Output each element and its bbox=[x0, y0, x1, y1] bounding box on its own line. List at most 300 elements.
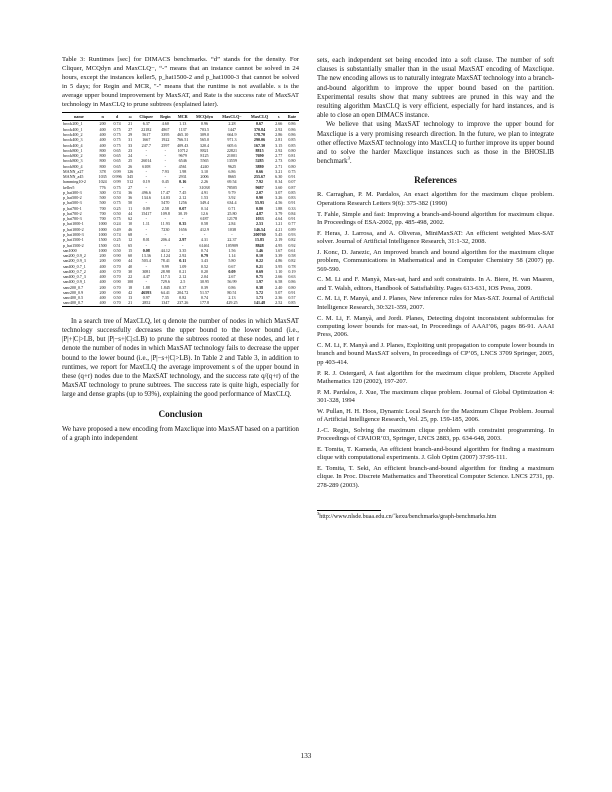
table-cell: 30.95 bbox=[199, 279, 210, 285]
instance-name-cell: brock400_1 bbox=[63, 126, 83, 132]
table-cell: 429.25 bbox=[217, 300, 246, 306]
table-cell: 0.85 bbox=[288, 142, 296, 148]
reference-item: J.-C. Regin, Solving the maximum clique problem with constraint programming. In Proceedings of CPAIOR’03, Springer, LNCS 2883, pp. 634-648, 2003. bbox=[317, 426, 554, 443]
table-cell: 69.54 bbox=[227, 179, 237, 185]
table-cell: 10712 bbox=[177, 147, 188, 153]
table-cell: 1.124 bbox=[160, 253, 170, 259]
table-cell: 46 bbox=[128, 226, 133, 232]
instance-name-cell: brock800_3 bbox=[63, 158, 83, 164]
table-cell: - bbox=[203, 232, 206, 238]
table-cell: 4240 bbox=[200, 163, 209, 169]
table-cell: 0.35 bbox=[179, 221, 187, 227]
instance-name-cell: p_hat700-2 bbox=[63, 210, 82, 216]
table-cell: 0.74 bbox=[200, 295, 209, 301]
table-cell: 31 bbox=[128, 137, 133, 143]
table-cell: 1000 bbox=[98, 221, 107, 227]
table-cell: 2.66 bbox=[275, 121, 283, 127]
table-cell: 0.86 bbox=[288, 131, 296, 137]
table-cell: 2.67 bbox=[228, 274, 236, 280]
table-cell: 700 bbox=[99, 210, 106, 216]
table-cell: 1.13 bbox=[179, 121, 187, 127]
table-cell: - bbox=[231, 232, 233, 238]
table-cell: 26 bbox=[128, 163, 133, 169]
table-cell: 237.26 bbox=[174, 300, 192, 306]
table-cell: - bbox=[164, 153, 167, 159]
table-cell: 0.80 bbox=[288, 158, 296, 164]
table-cell: 56.99 bbox=[227, 279, 237, 285]
table-header-row bbox=[62, 113, 299, 121]
table-cell: 0.16 bbox=[179, 179, 187, 185]
table-cell: - bbox=[145, 279, 147, 285]
table-cell: 11 bbox=[128, 205, 133, 211]
reference-item: E. Tomita, T. Kameda, An efficient branch-and-bound algorithm for finding a maximum clique with computational experiments. J. Glob Optim (2007) 37:95-111. bbox=[317, 445, 554, 462]
table-cell: 1.14 bbox=[228, 253, 236, 259]
table-cell: 3880 bbox=[255, 163, 264, 169]
table-cell: 206.4 bbox=[160, 237, 170, 243]
table-cell: 0.61 bbox=[288, 247, 296, 253]
table-cell: 0.92 bbox=[288, 242, 296, 248]
instance-name-cell: brock800_4 bbox=[63, 163, 83, 169]
table-cell: 0.07 bbox=[179, 205, 187, 211]
table-cell: 0.75 bbox=[113, 184, 121, 190]
table-cell: 0.63 bbox=[288, 274, 296, 280]
table-cell: - bbox=[164, 216, 167, 222]
table-cell: 0.74 bbox=[113, 189, 121, 195]
reference-item: P. M. Pardalos, J. Xue, The maximum clique problem. Journal of Global Optimization 4: 301-328, 1994 bbox=[317, 388, 554, 405]
table-cell: 400 bbox=[99, 126, 106, 132]
table-cell: 1.88 bbox=[275, 205, 283, 211]
table-cell: 2006 bbox=[200, 174, 209, 180]
table-cell: 60 bbox=[128, 253, 133, 259]
table-cell: 2.04 bbox=[200, 274, 209, 280]
table-cell: 800 bbox=[99, 163, 106, 169]
table-cell: 0.74 bbox=[113, 121, 121, 127]
table-cell: 100 bbox=[127, 279, 134, 285]
table-cell: 3.95 bbox=[275, 263, 283, 269]
table-cell: - bbox=[145, 200, 147, 206]
table-cell: 5565 bbox=[200, 158, 209, 164]
table-cell: 12178 bbox=[226, 216, 238, 222]
footnote-url: http://www.nlsde.buaa.edu.cn/˜kexu/benchmarks/graph-benchmarks.htm bbox=[319, 514, 497, 521]
table-cell: 3.60 bbox=[275, 184, 283, 190]
table-cell: 134.6 bbox=[141, 195, 151, 201]
table-cell: 5.80 bbox=[228, 258, 236, 264]
table-cell: 0.66 bbox=[255, 168, 264, 174]
table-cell: 1.10 bbox=[275, 268, 283, 274]
table-cell: 8821 bbox=[200, 147, 209, 153]
table-cell: 1038 bbox=[227, 226, 237, 232]
table-cell: 8.01 bbox=[142, 237, 150, 243]
table-cell: 0.38 bbox=[255, 284, 264, 290]
table-cell: 1347 bbox=[157, 300, 174, 306]
table-cell: 0.25 bbox=[113, 237, 121, 243]
table-cell: 0.09 bbox=[142, 205, 150, 211]
table-cell: 0.75 bbox=[113, 200, 121, 206]
table-cell: 7.45 bbox=[179, 189, 187, 195]
table-cell: 177.8 bbox=[192, 300, 218, 306]
table-cell: - bbox=[145, 232, 147, 238]
table-cell: 800 bbox=[99, 153, 106, 159]
table-cell: 0.75 bbox=[113, 126, 121, 132]
table-cell: 0.08 bbox=[142, 247, 150, 253]
table-cell: 15.85 bbox=[254, 237, 265, 243]
instance-name-cell: san1000 bbox=[63, 247, 77, 253]
table-cell: 2.66 bbox=[275, 274, 283, 280]
table-cell: 0.69 bbox=[255, 268, 264, 274]
table-cell: 2.12 bbox=[179, 195, 187, 201]
table-cell: 1033 bbox=[255, 216, 264, 222]
table-cell: 7.92 bbox=[255, 179, 264, 185]
table-cell: 0.22 bbox=[255, 258, 264, 264]
table-cell: 13559 bbox=[226, 158, 238, 164]
table-cell: 4.86 bbox=[275, 258, 283, 264]
table-cell: 0.97 bbox=[142, 295, 150, 301]
column-header: MaxCLQ− bbox=[217, 113, 246, 121]
table-cell: 345 bbox=[127, 174, 134, 180]
table-cell: 36 bbox=[128, 195, 133, 201]
table-cell: 0.65 bbox=[113, 158, 121, 164]
table-cell: 0.67 bbox=[228, 263, 236, 269]
page-number: 133 bbox=[300, 752, 312, 760]
table-cell: - bbox=[164, 242, 167, 248]
instance-name-cell: brock400_2 bbox=[63, 131, 83, 137]
table-cell: 7230 bbox=[161, 226, 170, 232]
table-cell: 2.97 bbox=[179, 237, 187, 243]
table-cell: 0.70 bbox=[113, 263, 121, 269]
column-header: Regin bbox=[157, 113, 174, 121]
table-cell: 200 bbox=[99, 289, 106, 295]
table-cell: 9625 bbox=[227, 163, 237, 169]
table-cell: 3.21 bbox=[275, 168, 283, 174]
table-cell: 800 bbox=[99, 147, 106, 153]
footnote-number: 3 bbox=[317, 511, 320, 517]
table-cell: 0.34 bbox=[275, 179, 283, 185]
column-header: Rate bbox=[285, 113, 299, 121]
table-cell: 3.10 bbox=[200, 168, 209, 174]
table-cell: 68 bbox=[128, 232, 133, 238]
instance-name-cell: p_hat700-1 bbox=[63, 205, 82, 211]
conclusion-heading: Conclusion bbox=[158, 408, 203, 419]
table-cell: 21001 bbox=[226, 153, 238, 159]
instance-name-cell: brock400_3 bbox=[63, 137, 83, 143]
table-cell: 3081 bbox=[142, 268, 151, 274]
table-cell: 2.5 bbox=[180, 279, 186, 285]
table-cell: 21 bbox=[128, 121, 133, 127]
table-cell: 24 bbox=[128, 153, 133, 159]
table-cell: 27 bbox=[128, 184, 133, 190]
table-cell: 200 bbox=[99, 121, 106, 127]
table-cell: 0.10 bbox=[255, 253, 264, 259]
table-cell: 1000 bbox=[98, 232, 107, 238]
table-cell: 0.50 bbox=[113, 247, 121, 253]
table-cell: 204.72 bbox=[177, 289, 189, 295]
instance-name-cell: san400_0.9_1 bbox=[63, 279, 86, 285]
table-cell: 8125 bbox=[200, 153, 209, 159]
table-cell: 1500 bbox=[98, 242, 107, 248]
instance-name-cell: p_hat500-3 bbox=[63, 200, 82, 206]
table-cell: 17.47 bbox=[160, 189, 170, 195]
instance-name-cell: brock800_2 bbox=[63, 153, 83, 159]
instance-name-cell: p_hat1000-3 bbox=[63, 232, 84, 238]
table-cell: 0.75 bbox=[113, 137, 121, 143]
table-cell: - bbox=[164, 163, 167, 169]
table-cell: - bbox=[145, 147, 147, 153]
table-cell: 1.73 bbox=[255, 295, 264, 301]
table-body bbox=[62, 121, 299, 306]
table-cell: 0.86 bbox=[228, 284, 236, 290]
table-cell: 0.71 bbox=[228, 205, 236, 211]
table-cell: 8815 bbox=[255, 147, 264, 153]
table-cell: 12 bbox=[128, 237, 133, 243]
table-cell: 6.86 bbox=[228, 168, 236, 174]
table-cell: 412.9 bbox=[199, 226, 210, 232]
column-header: MCR bbox=[174, 113, 192, 121]
instance-name-cell: keller5 bbox=[63, 184, 75, 190]
table-cell: 0.50 bbox=[113, 210, 121, 216]
table-cell: 55.95 bbox=[254, 200, 265, 206]
conclusion-paragraph: We have proposed a new encoding from Maxclique into MaxSAT based on a partition of a graph into independent bbox=[62, 425, 299, 442]
table-cell: 0.33 bbox=[288, 205, 296, 211]
table-cell: 4.60 bbox=[161, 121, 169, 127]
table-cell: 0.89 bbox=[288, 226, 296, 232]
table-cell: 800 bbox=[99, 158, 106, 164]
reference-list bbox=[317, 191, 554, 490]
table-cell: 0.91 bbox=[288, 200, 296, 206]
table-cell: 400 bbox=[99, 295, 106, 301]
table-cell: 13.36 bbox=[141, 253, 151, 259]
table-cell: 349.4 bbox=[199, 200, 210, 206]
table-cell: 0.51 bbox=[113, 242, 121, 248]
table-cell: 9687 bbox=[255, 184, 264, 190]
table-cell: 0.86 bbox=[288, 279, 296, 285]
table-cell: 1922 bbox=[161, 137, 170, 143]
table-caption: Table 3: Runtimes [sec] for DIMACS benchmarks. “d” stands for the density. For Cliquer, MCQdyn and MaxCLQ−, “-” means that an instance cannot be solved in 24 hours, except the instances keller5, p_hat1500-2 and p_hat1000-3 that cannot be solved in 5 days; for Regin and MCR, "-" means that the runtime is not available. s is the average upper bound improvement by MaxSAT, and Rate is the success rate of MaxSAT technology in MaxCLQ to prune subtrees (explained later). bbox=[62, 56, 299, 108]
table-cell: 4.95 bbox=[275, 242, 283, 248]
table-cell: 0.91 bbox=[288, 216, 296, 222]
table-cell: 1000 bbox=[98, 247, 107, 253]
table-cell: 46593 bbox=[141, 289, 152, 295]
table-cell: 664.9 bbox=[227, 131, 237, 137]
table-cell: 2.92 bbox=[275, 126, 283, 132]
column-header: ω bbox=[125, 113, 136, 121]
table-cell: 0.85 bbox=[288, 137, 296, 143]
table-cell: 28.98 bbox=[160, 268, 170, 274]
table-cell: 50 bbox=[128, 200, 133, 206]
table-cell: 36 bbox=[128, 189, 133, 195]
table-cell: 18 bbox=[128, 284, 133, 290]
table-cell: 0.37 bbox=[179, 284, 187, 290]
table-cell: 7.35 bbox=[161, 295, 169, 301]
table-cell: 400 bbox=[99, 263, 106, 269]
instance-name-cell: brock400_4 bbox=[63, 142, 83, 148]
table-cell: 200 bbox=[99, 253, 106, 259]
instance-name-cell: brock800_1 bbox=[63, 147, 83, 153]
table-cell: 400 bbox=[99, 274, 106, 280]
instance-name-cell: p_hat1500-1 bbox=[63, 237, 84, 243]
table-cell: 2.40 bbox=[275, 284, 283, 290]
table-cell: 0.80 bbox=[255, 205, 264, 211]
table-cell: 4.31 bbox=[200, 237, 209, 243]
instance-name-cell: sanr400_0.5 bbox=[63, 295, 84, 301]
table-cell: - bbox=[182, 232, 184, 238]
table-cell: 3.26 bbox=[275, 195, 283, 201]
table-cell: 766.51 bbox=[177, 137, 189, 143]
reference-item: R. Carraghan, P. M. Pardalos, An exact algorithm for the maximum clique problem. Operations Research Letters 9(6): 375-382 (1990) bbox=[317, 191, 554, 207]
table-cell: 178.70 bbox=[253, 131, 266, 137]
table-cell: 700 bbox=[99, 205, 106, 211]
table-cell: 0.70 bbox=[113, 274, 121, 280]
table-cell: 62 bbox=[128, 216, 133, 222]
table-cell: 0.39 bbox=[200, 284, 209, 290]
table-cell: 0.82 bbox=[288, 237, 296, 243]
table-cell: 65 bbox=[128, 242, 133, 248]
future-work-text: We believe that using MaxSAT technology to improve the upper bound for Maxclique is a very promising research direction. In the future, we plan to integrate other effective MaxSAT technology into MaxCLQ to further improve its upper bound and to solve the harder Maxclique instances such as those in the BHOSLIB benchmark bbox=[317, 121, 554, 166]
table-cell: 309.0 bbox=[199, 131, 210, 137]
table-cell: 6.58 bbox=[275, 279, 283, 285]
table-cell: - bbox=[145, 184, 147, 190]
table-cell: 0.996 bbox=[112, 174, 122, 180]
table-cell: 634.4 bbox=[227, 200, 237, 206]
table-cell: 0.83 bbox=[288, 195, 296, 201]
table-cell: 2.52 bbox=[273, 300, 285, 306]
table-cell: 0.75 bbox=[255, 274, 264, 280]
reference-item: C. M. Li, F. Manyà and J. Planes, Exploiting unit propagation to compute lower bounds in branch and bound MaxSAT solvers, In proceedings of CP’05, LNCS 3709 Springer, 2005, pp 403-414. bbox=[317, 342, 554, 366]
table-cell: - bbox=[164, 232, 167, 238]
table-cell: 0.86 bbox=[288, 126, 296, 132]
table-cell: - bbox=[145, 226, 147, 232]
table-cell: 29 bbox=[128, 131, 133, 137]
table-cell: 4.64 bbox=[275, 216, 283, 222]
reference-item: E. Tomita, T. Seki, An efficient branch-and-bound algorithm for finding a maximum clique. In Proc. Discrete Mathematics and Theoretical Computer Science. LNCS 2731, pp. 278-289 (2003). bbox=[317, 465, 554, 489]
analysis-paragraph: In a search tree of MaxCLQ, let q denote the number of nodes in which MaxSAT technology successfully decreases the upper bound to the lower bound (i.e., |P|+|C|>LB, but |P|−s+|C|≤LB) to prune the subtrees rooted at these nodes, and let r denote the number of nodes in which MaxSAT technology fails to decrease the upper bound to the lower bound (i.e., |P|−s+|C|>LB). In Table 2 and Table 3, in addition to runtimes, we report for MaxCLQ the average improvement s of the upper bound in these (q+r) nodes due to the MaxSAT technology, and the success rate q/(q+r) of the MaxSAT technology to prune subtrees. The success rate is quite high, especially for large and dense graphs (up to 93%), explaining the good performance of MaxCLQ. bbox=[62, 317, 299, 399]
table-cell: - bbox=[182, 242, 184, 248]
table-cell: 4.47 bbox=[142, 274, 150, 280]
table-cell: 0.58 bbox=[200, 221, 209, 227]
table-cell: 1667 bbox=[142, 137, 151, 143]
table-cell: 31038 bbox=[199, 184, 210, 190]
table-cell: 0.91 bbox=[288, 174, 296, 180]
table-cell: 27 bbox=[128, 126, 133, 132]
table-cell: 1500 bbox=[98, 237, 107, 243]
table-cell: 0.09 bbox=[228, 268, 236, 274]
table-cell: 465.10 bbox=[177, 131, 189, 137]
table-cell: - bbox=[145, 263, 147, 269]
table-cell: 1.97 bbox=[255, 279, 264, 285]
table-cell: 1.67 bbox=[275, 247, 283, 253]
table-cell: 409.43 bbox=[177, 142, 189, 148]
table-cell: 400 bbox=[99, 279, 106, 285]
table-cell: 370.84 bbox=[253, 126, 266, 132]
table-cell: 146.54 bbox=[253, 226, 266, 232]
reference-item: C. M. Li and F. Manyà, Max-sat, hard and soft constraints. In A. Biere, H. van Maaren, and T. Walsh, editors, Handbook of Satisfiability. Pages 613-631, IOS Press, 2009. bbox=[317, 276, 554, 292]
table-cell: 0.19 bbox=[288, 268, 296, 274]
table-cell: 0.70 bbox=[113, 268, 121, 274]
column-header: n bbox=[96, 113, 110, 121]
table-cell: 9.79 bbox=[228, 189, 236, 195]
table-cell: 5285 bbox=[255, 158, 264, 164]
table-cell: 0.11 bbox=[179, 258, 187, 264]
table-cell: 117.3 bbox=[160, 274, 170, 280]
table-cell: 6.37 bbox=[142, 121, 150, 127]
table-cell: 0.91 bbox=[288, 289, 296, 295]
table-cell: 0.90 bbox=[255, 195, 264, 201]
right-column bbox=[317, 56, 554, 522]
table-cell: 320.4 bbox=[199, 142, 210, 148]
table-cell: 400 bbox=[99, 142, 106, 148]
table-cell: 2.58 bbox=[161, 205, 169, 211]
table-cell: 4867 bbox=[161, 126, 170, 132]
table-cell: 40 bbox=[128, 263, 133, 269]
table-cell: 167.30 bbox=[253, 142, 266, 148]
table-cell: 0.90 bbox=[113, 289, 121, 295]
table-cell: 0.99 bbox=[113, 179, 121, 185]
table-cell: 0.14 bbox=[200, 205, 209, 211]
table-cell: 8848 bbox=[255, 242, 264, 248]
table-cell: 2.77 bbox=[275, 153, 283, 159]
table-cell: 22182 bbox=[141, 126, 152, 132]
table-cell: 776 bbox=[99, 184, 106, 190]
instance-name-cell: san200_0.9_3 bbox=[63, 258, 86, 264]
table-cell: 12.6 bbox=[200, 210, 209, 216]
table-cell: 0.78 bbox=[288, 263, 296, 269]
reference-item: C. M. Li, F. Manyà, and J. Planes, New inference rules for Max-SAT. Journal of Artificial Intelligence Research, 30:321-359, 2007. bbox=[317, 295, 554, 311]
table-cell: 8665 bbox=[227, 174, 237, 180]
table-cell: 0.84 bbox=[288, 210, 296, 216]
table-cell: 0.57 bbox=[288, 295, 296, 301]
table-cell: 400 bbox=[99, 131, 106, 137]
table-cell: 0.24 bbox=[113, 221, 121, 227]
table-cell: 1.88 bbox=[142, 284, 150, 290]
table-cell: 971.3 bbox=[227, 137, 237, 143]
table-cell: 7.93 bbox=[161, 168, 169, 174]
table-cell: 21 bbox=[125, 300, 136, 306]
table-cell: 0.86 bbox=[288, 121, 296, 127]
instance-name-cell: san400_0.7_1 bbox=[63, 263, 86, 269]
table-cell: - bbox=[145, 174, 147, 180]
table-cell: 4.87 bbox=[255, 210, 264, 216]
table-cell: 400 bbox=[99, 268, 106, 274]
table-cell: 6546 bbox=[178, 158, 187, 164]
table-cell: 1.53 bbox=[200, 195, 209, 201]
instance-name-cell: san400_0.7_2 bbox=[63, 268, 86, 274]
table-cell: 400 bbox=[99, 137, 106, 143]
table-cell: 2.86 bbox=[275, 131, 283, 137]
table-cell: 2.81 bbox=[275, 137, 283, 143]
table-cell: 0.85 bbox=[285, 300, 299, 306]
table-cell: 1024 bbox=[98, 179, 107, 185]
table-cell: 200760 bbox=[253, 232, 266, 238]
table-cell: - bbox=[145, 242, 147, 248]
column-header: s bbox=[273, 113, 285, 121]
table-cell: 3.92 bbox=[228, 195, 236, 201]
instance-name-cell: san200_0.9_2 bbox=[63, 253, 86, 259]
table-cell: 1.21 bbox=[275, 221, 283, 227]
table-cell: 6.30 bbox=[275, 174, 283, 180]
table-cell: 0.25 bbox=[113, 205, 121, 211]
table-cell: 5617 bbox=[142, 131, 151, 137]
table-cell: 5470 bbox=[161, 200, 170, 206]
table-cell: 0.81 bbox=[288, 153, 296, 159]
instance-name-cell: MANN_a45 bbox=[63, 174, 84, 180]
table-cell: 22.37 bbox=[227, 237, 237, 243]
table-cell: 1.845 bbox=[160, 284, 170, 290]
table-cell: 1000 bbox=[98, 226, 107, 232]
table-cell: 1.98 bbox=[179, 168, 187, 174]
reference-item: C. M. Li, F. Manyà, and Jordi. Planes, Detecting disjoint inconsistent subformulas for computing lower bounds for max-sat, In Proceedings of AAAI’06, pages 86-91. AAAI Press, 2006. bbox=[317, 314, 554, 339]
table-cell: 10 bbox=[128, 221, 133, 227]
instance-name-cell: p_hat500-2 bbox=[63, 195, 82, 201]
table-cell: 3.15 bbox=[275, 142, 283, 148]
